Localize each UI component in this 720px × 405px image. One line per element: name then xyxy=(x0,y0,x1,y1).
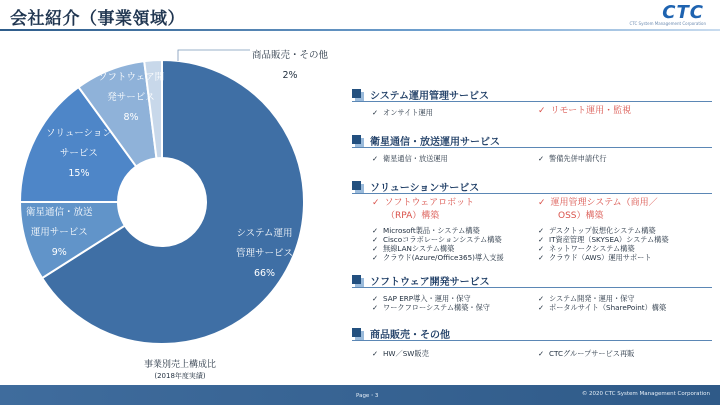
section-marker-icon xyxy=(352,275,361,284)
list-item xyxy=(372,244,454,253)
check-icon: ✓ xyxy=(538,244,545,253)
list-item xyxy=(372,154,448,163)
check-icon: ✓ xyxy=(372,154,379,163)
list-item xyxy=(538,244,635,253)
section-header xyxy=(352,178,712,194)
item-text: 運用管理システム（商用／ xyxy=(550,198,658,208)
list-item xyxy=(538,349,634,358)
list-item xyxy=(372,108,433,117)
list-item xyxy=(538,226,656,235)
item-text: オンサイト運用 xyxy=(383,108,433,117)
item-text: クラウド（AWS）運用サポート xyxy=(549,253,652,262)
item-text: OSS）構築 xyxy=(558,211,604,221)
item-text: SAP ERP導入・運用・保守 xyxy=(383,294,471,303)
check-icon: ✓ xyxy=(538,253,545,262)
list-item-highlight xyxy=(538,198,658,209)
pie-label-line: 衛星通信・放送 xyxy=(26,207,93,218)
section-satellite xyxy=(352,132,712,172)
pie-label-value: 15% xyxy=(68,168,90,179)
logo-subtext: CTC System Management Corporation xyxy=(629,21,706,26)
check-icon: ✓ xyxy=(372,294,379,303)
pie-label-value: 2% xyxy=(282,70,298,81)
list-item xyxy=(538,294,635,303)
list-item xyxy=(538,235,669,244)
check-icon: ✓ xyxy=(538,106,546,116)
item-text: ソフトウェアロボット xyxy=(384,198,475,208)
check-icon: ✓ xyxy=(372,235,379,244)
logo-text: CTC xyxy=(662,2,704,23)
item-text: ポータルサイト（SharePoint）構築 xyxy=(549,303,667,312)
check-icon: ✓ xyxy=(538,349,545,358)
item-text: デスクトップ仮想化システム構築 xyxy=(549,226,656,235)
section-product-sales xyxy=(352,325,712,369)
check-icon: ✓ xyxy=(372,303,379,312)
pie-label-line: ソフトウェア開 xyxy=(98,72,165,83)
item-text: 警備先併申請代行 xyxy=(549,154,607,163)
pie-label-product-sales xyxy=(252,46,328,86)
ctc-logo xyxy=(626,4,706,28)
check-icon: ✓ xyxy=(538,226,545,235)
copyright: © 2020 CTC System Management Corporation xyxy=(581,391,710,397)
chart-caption xyxy=(120,360,240,382)
check-icon: ✓ xyxy=(538,154,545,163)
chart-subtitle: (2018年度実績) xyxy=(154,372,206,380)
check-icon: ✓ xyxy=(372,253,379,262)
chart-title: 事業別売上構成比 xyxy=(143,360,216,370)
list-item xyxy=(372,253,504,262)
list-item-highlight xyxy=(386,211,439,222)
list-item xyxy=(372,349,429,358)
item-text: HW／SW販売 xyxy=(383,349,429,358)
item-text: 無線LANシステム構築 xyxy=(383,244,455,253)
item-text: ワークフローシステム構築・保守 xyxy=(383,303,490,312)
item-text: Microsoft製品・システム構築 xyxy=(383,226,480,235)
section-marker-icon xyxy=(352,181,361,190)
check-icon: ✓ xyxy=(372,108,379,117)
pie-label-line: 運用サービス xyxy=(30,227,88,238)
item-text: 衛星通信・放送運用 xyxy=(383,154,448,163)
section-solution xyxy=(352,178,712,270)
section-system-ops xyxy=(352,86,712,130)
item-text: Ciscoコラボレーションシステム構築 xyxy=(383,235,502,244)
check-icon: ✓ xyxy=(538,235,545,244)
check-icon: ✓ xyxy=(538,198,546,208)
pie-label-value: 8% xyxy=(123,112,139,123)
pie-label-line: 発サービス xyxy=(107,92,155,103)
pie-label-line: 商品販売・その他 xyxy=(252,50,329,61)
item-text: クラウド(Azure/Office365)導入支援 xyxy=(383,253,504,262)
list-item xyxy=(538,154,607,163)
pie-label-value: 9% xyxy=(51,247,67,258)
list-item xyxy=(372,226,480,235)
title-underline xyxy=(0,29,720,31)
list-item-highlight xyxy=(372,198,474,209)
item-text: CTCグループサービス再販 xyxy=(549,349,635,358)
section-header xyxy=(352,86,712,102)
list-item xyxy=(372,294,471,303)
item-text: IT資産管理（SKYSEA）システム構築 xyxy=(549,235,669,244)
pie-label-software-dev xyxy=(98,68,164,128)
item-text: ネットワークシステム構築 xyxy=(549,244,635,253)
item-text: リモート運用・監視 xyxy=(550,106,632,116)
pie-label-system-ops xyxy=(236,224,293,284)
section-marker-icon xyxy=(352,135,361,144)
section-title: 衛星通信・放送運用サービス xyxy=(370,137,500,148)
list-item-highlight xyxy=(558,211,604,222)
pie-label-line: サービス xyxy=(59,148,98,159)
section-header xyxy=(352,325,712,341)
item-text: （RPA）構築 xyxy=(386,211,440,221)
footer-bar xyxy=(0,385,720,405)
list-item xyxy=(538,253,651,262)
section-title: 商品販売・その他 xyxy=(370,330,450,341)
pie-label-solution xyxy=(46,124,112,184)
pie-label-satellite xyxy=(26,203,93,263)
check-icon: ✓ xyxy=(372,198,380,208)
list-item xyxy=(372,303,490,312)
section-marker-icon xyxy=(352,328,361,337)
section-header xyxy=(352,272,712,288)
section-title: システム運用管理サービス xyxy=(370,91,489,102)
check-icon: ✓ xyxy=(538,294,545,303)
check-icon: ✓ xyxy=(372,244,379,253)
section-software-dev xyxy=(352,272,712,318)
page-number: Page・3 xyxy=(356,393,379,399)
check-icon: ✓ xyxy=(372,349,379,358)
section-title: ソリューションサービス xyxy=(370,183,480,194)
check-icon: ✓ xyxy=(372,226,379,235)
list-item xyxy=(538,303,666,312)
list-item xyxy=(372,235,502,244)
check-icon: ✓ xyxy=(538,303,545,312)
section-title: ソフトウェア開発サービス xyxy=(370,277,490,288)
pie-label-value: 66% xyxy=(253,268,276,279)
list-item-highlight xyxy=(538,106,631,117)
callout-line xyxy=(178,50,250,61)
slide-title: 会社紹介（事業領域） xyxy=(10,9,185,29)
pie-label-line: システム運用 xyxy=(236,228,293,239)
pie-label-line: 管理サービス xyxy=(236,248,294,259)
section-header xyxy=(352,132,712,148)
pie-label-line: ソリューション xyxy=(46,128,112,139)
item-text: システム開発・運用・保守 xyxy=(549,294,635,303)
section-marker-icon xyxy=(352,89,361,98)
